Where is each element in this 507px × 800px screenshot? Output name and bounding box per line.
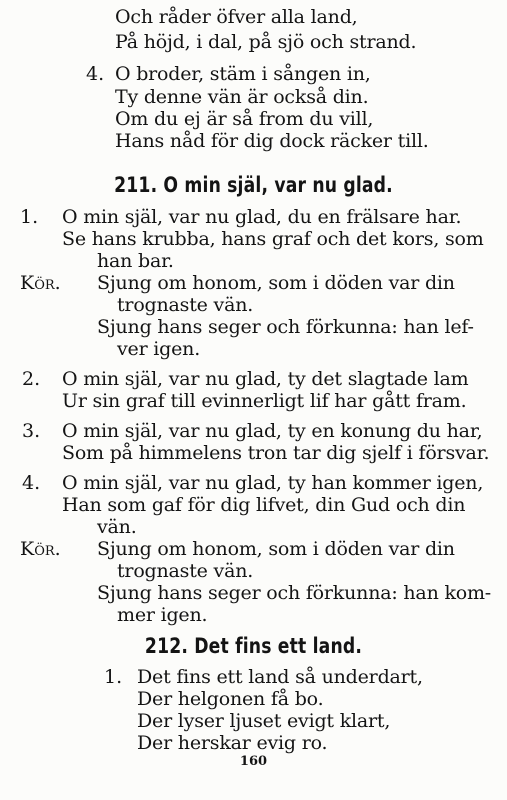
verse-number: 1. [20, 206, 39, 228]
hymn-heading: 211. O min själ, var nu glad. [114, 173, 393, 197]
chorus-line: Sjung hans seger och förkunna: han lef- [97, 316, 474, 338]
verse-number: 2. [22, 368, 41, 390]
chorus-line: ver igen. [117, 338, 201, 360]
verse-line: O broder, stäm i sången in, [115, 63, 371, 85]
verse-line: O min själ, var nu glad, ty en konung du har, [62, 420, 483, 442]
prev-verse-line: Och råder öfver alla land, [115, 6, 358, 28]
chorus-line: trognaste vän. [117, 294, 254, 316]
verse-line: Ty denne vän är också din. [115, 86, 369, 108]
verse-line: Om du ej är så from du vill, [115, 108, 374, 130]
chorus-label: Kör. [20, 272, 61, 294]
chorus-line: trognaste vän. [117, 560, 254, 582]
verse-number: 3. [22, 420, 41, 442]
verse-line: vän. [97, 516, 137, 538]
verse-line: Der helgonen få bo. [137, 688, 324, 710]
chorus-line: Sjung om honom, som i döden var din [97, 272, 455, 294]
verse-line: Han som gaf för dig lifvet, din Gud och din [62, 494, 466, 516]
verse-line: han bar. [97, 250, 174, 272]
chorus-line: Sjung hans seger och förkunna: han kom- [97, 582, 492, 604]
verse-line: Der lyser ljuset evigt klart, [137, 710, 391, 732]
verse-line: Det fins ett land så underdart, [137, 666, 423, 688]
verse-line: O min själ, var nu glad, du en frälsare har. [62, 206, 462, 228]
chorus-line: Sjung om honom, som i döden var din [97, 538, 455, 560]
verse-line: Som på himmelens tron tar dig sjelf i försvar. [62, 442, 490, 464]
chorus-label: Kör. [20, 538, 61, 560]
hymn-heading: 212. Det fins ett land. [144, 634, 363, 658]
prev-verse-line: På höjd, i dal, på sjö och strand. [115, 31, 417, 53]
verse-number: 1. [104, 666, 123, 688]
verse-line: Der herskar evig ro. [137, 732, 328, 754]
chorus-line: mer igen. [117, 604, 208, 626]
page-number: 160 [239, 754, 268, 769]
verse-line: O min själ, var nu glad, ty det slagtade lam [62, 368, 469, 390]
verse-line: Se hans krubba, hans graf och det kors, som [62, 228, 484, 250]
verse-number: 4. [86, 63, 105, 85]
verse-line: O min själ, var nu glad, ty han kommer igen, [62, 472, 484, 494]
verse-number: 4. [22, 472, 41, 494]
verse-line: Ur sin graf till evinnerligt lif har gått fram. [62, 390, 467, 412]
verse-line: Hans nåd för dig dock räcker till. [115, 130, 429, 152]
